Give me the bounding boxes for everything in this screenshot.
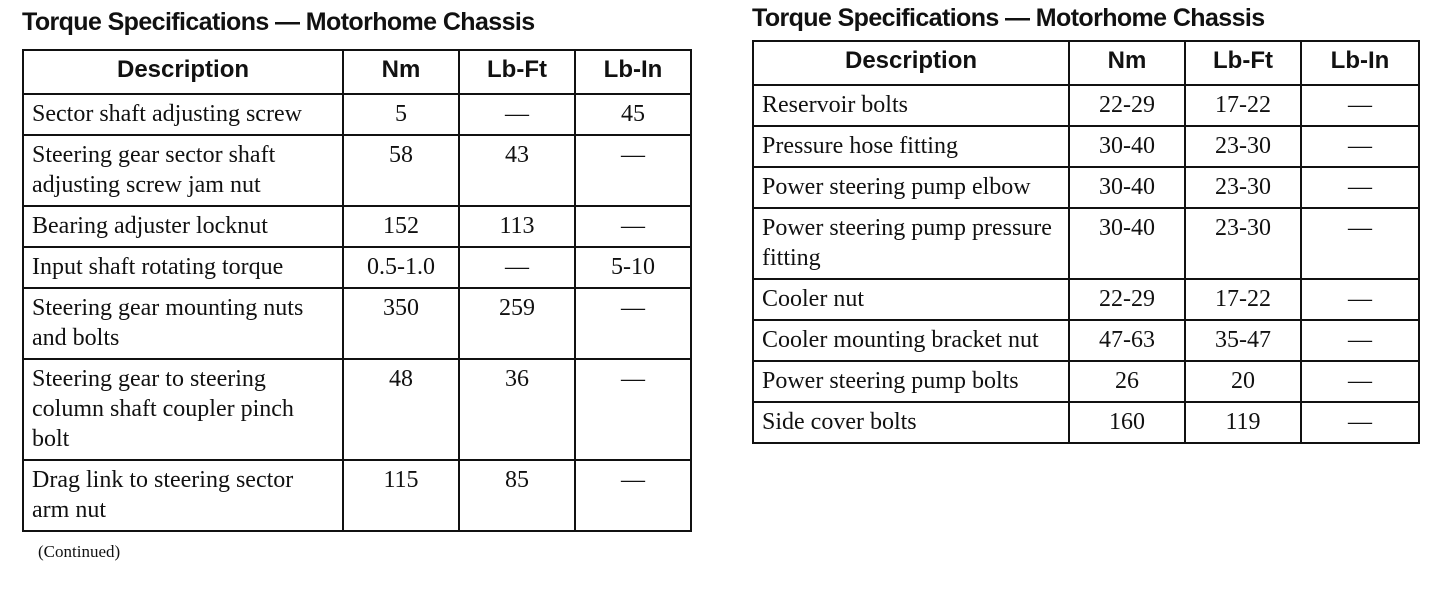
lb-ft-cell: 35-47: [1185, 320, 1301, 361]
table-row: [753, 208, 1419, 279]
lb-ft-cell: 43: [459, 135, 575, 206]
nm-cell: 26: [1069, 361, 1185, 402]
left-spec-panel: [22, 0, 694, 562]
left-torque-table: [22, 49, 692, 532]
lb-ft-cell: 119: [1185, 402, 1301, 443]
description-cell: Power steering pump pressure fitting: [753, 208, 1069, 279]
table-row: [753, 85, 1419, 126]
left-table-title: Torque Specifications — Motorhome Chassis: [22, 8, 535, 36]
table-row: [753, 402, 1419, 443]
table-row: [23, 359, 691, 460]
table-row: [753, 167, 1419, 208]
lb-in-cell: 45: [575, 94, 691, 135]
lb-in-cell: —: [1301, 126, 1419, 167]
header-description: Description: [753, 41, 1069, 85]
lb-ft-cell: 23-30: [1185, 208, 1301, 279]
header-lb-in: Lb-In: [575, 50, 691, 94]
description-cell: Pressure hose fitting: [753, 126, 1069, 167]
table-row: [23, 460, 691, 531]
table-row: [23, 135, 691, 206]
header-nm: Nm: [1069, 41, 1185, 85]
description-cell: Cooler mounting bracket nut: [753, 320, 1069, 361]
description-cell: Cooler nut: [753, 279, 1069, 320]
right-spec-panel: [752, 0, 1422, 444]
nm-cell: 152: [343, 206, 459, 247]
lb-in-cell: —: [1301, 279, 1419, 320]
table-row: [753, 320, 1419, 361]
table-row: [23, 247, 691, 288]
lb-in-cell: —: [575, 288, 691, 359]
right-header-row: [753, 41, 1419, 85]
lb-ft-cell: 17-22: [1185, 85, 1301, 126]
lb-ft-cell: —: [459, 94, 575, 135]
description-cell: Steering gear mounting nuts and bolts: [23, 288, 343, 359]
nm-cell: 47-63: [1069, 320, 1185, 361]
description-cell: Bearing adjuster locknut: [23, 206, 343, 247]
description-cell: Side cover bolts: [753, 402, 1069, 443]
nm-cell: 48: [343, 359, 459, 460]
table-row: [753, 279, 1419, 320]
lb-in-cell: —: [575, 460, 691, 531]
description-cell: Reservoir bolts: [753, 85, 1069, 126]
nm-cell: 58: [343, 135, 459, 206]
nm-cell: 5: [343, 94, 459, 135]
nm-cell: 0.5-1.0: [343, 247, 459, 288]
lb-in-cell: —: [1301, 208, 1419, 279]
description-cell: Steering gear to steering column shaft coupler pinch bolt: [23, 359, 343, 460]
table-row: [23, 206, 691, 247]
nm-cell: 115: [343, 460, 459, 531]
lb-in-cell: —: [575, 206, 691, 247]
nm-cell: 30-40: [1069, 208, 1185, 279]
continued-note: (Continued): [38, 542, 121, 561]
nm-cell: 350: [343, 288, 459, 359]
nm-cell: 30-40: [1069, 167, 1185, 208]
header-description: Description: [23, 50, 343, 94]
left-header-row: [23, 50, 691, 94]
lb-ft-cell: 20: [1185, 361, 1301, 402]
right-torque-table: [752, 40, 1420, 444]
lb-in-cell: —: [1301, 167, 1419, 208]
lb-ft-cell: 23-30: [1185, 126, 1301, 167]
right-table-title: Torque Specifications — Motorhome Chassis: [752, 4, 1265, 32]
nm-cell: 22-29: [1069, 279, 1185, 320]
header-lb-in: Lb-In: [1301, 41, 1419, 85]
lb-ft-cell: 85: [459, 460, 575, 531]
description-cell: Drag link to steering sector arm nut: [23, 460, 343, 531]
lb-in-cell: —: [575, 135, 691, 206]
lb-ft-cell: 259: [459, 288, 575, 359]
lb-in-cell: —: [1301, 361, 1419, 402]
header-nm: Nm: [343, 50, 459, 94]
lb-ft-cell: 113: [459, 206, 575, 247]
description-cell: Input shaft rotating torque: [23, 247, 343, 288]
description-cell: Sector shaft adjusting screw: [23, 94, 343, 135]
table-row: [753, 361, 1419, 402]
lb-in-cell: 5-10: [575, 247, 691, 288]
nm-cell: 22-29: [1069, 85, 1185, 126]
lb-in-cell: —: [1301, 402, 1419, 443]
header-lb-ft: Lb-Ft: [1185, 41, 1301, 85]
description-cell: Power steering pump bolts: [753, 361, 1069, 402]
header-lb-ft: Lb-Ft: [459, 50, 575, 94]
lb-ft-cell: 36: [459, 359, 575, 460]
lb-ft-cell: 23-30: [1185, 167, 1301, 208]
table-row: [23, 288, 691, 359]
description-cell: Power steering pump elbow: [753, 167, 1069, 208]
description-cell: Steering gear sector shaft adjusting screw jam nut: [23, 135, 343, 206]
lb-ft-cell: —: [459, 247, 575, 288]
lb-ft-cell: 17-22: [1185, 279, 1301, 320]
lb-in-cell: —: [575, 359, 691, 460]
nm-cell: 160: [1069, 402, 1185, 443]
table-row: [23, 94, 691, 135]
lb-in-cell: —: [1301, 85, 1419, 126]
table-row: [753, 126, 1419, 167]
lb-in-cell: —: [1301, 320, 1419, 361]
nm-cell: 30-40: [1069, 126, 1185, 167]
